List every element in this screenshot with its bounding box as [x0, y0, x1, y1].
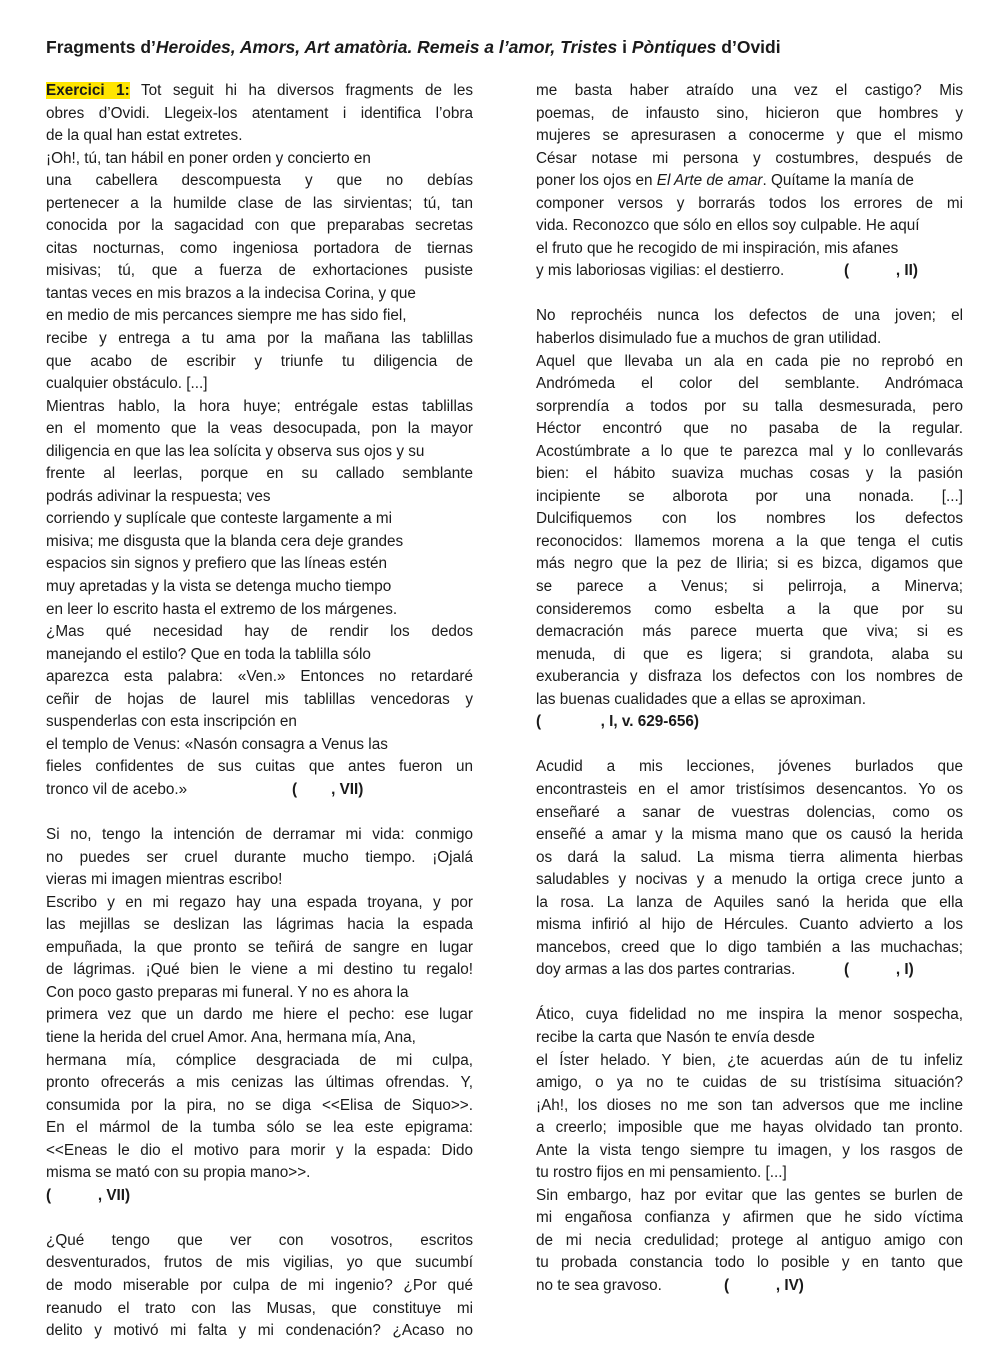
fragment-line: primera vez que un dardo me hiere el pecho: ese lugar	[46, 1006, 473, 1024]
fragment-line: misivas; tú, que a fuerza de exhortaciones pusiste	[46, 262, 473, 280]
fragment-line: empuñada, la que pronto se teñirá de sangre en lugar	[46, 938, 473, 956]
exercise-intro-line: Tot seguit hi ha diversos fragments de les	[129, 82, 473, 99]
fragment-line	[536, 170, 963, 193]
fragment-line: diligencia en que las lea solícita y observa sus ojos y su	[46, 442, 425, 460]
fragment-line: Acudid a mis lecciones, jóvenes burlados que	[536, 758, 963, 776]
right-column	[536, 80, 963, 1298]
fragment-line: en el momento que la veas desocupada, pon la mayor	[46, 420, 473, 438]
fragment-line: podrás adivinar la respuesta; ves	[46, 487, 271, 505]
fragment-line: en medio de mis percances siempre me has sido fiel,	[46, 307, 407, 325]
left-column	[46, 80, 473, 1343]
fragment-line: Héctor encontró que no pasaba de la regular.	[536, 420, 963, 438]
fragment-line: desventurados, frutos de mis vigilias, yo que sucumbí	[46, 1254, 473, 1272]
fragment-text: y mis laboriosas vigilias: el destierro.	[536, 262, 785, 280]
fragment-line: os dará la salud. La misma tierra alimenta hierbas	[536, 848, 963, 866]
fragment-line: poemas, de infausto sino, hicieron que hombres y	[536, 104, 963, 122]
fragment-line: tu probada constancia todo lo posible y en tanto que	[536, 1254, 963, 1272]
fragment-line: frente al leerlas, porque en su callado semblante	[46, 465, 473, 483]
fragment-text: doy armas a las dos partes contrarias.	[536, 961, 796, 979]
fragment-line: recibe y entrega a tu ama por la mañana las tablillas	[46, 330, 473, 348]
fragment-line: mujeres se apresurasen a conocerme y que el mismo	[536, 127, 963, 145]
fragment-3-start	[46, 1230, 473, 1343]
answer-blank-1[interactable]: ( , VII)	[292, 780, 364, 798]
fragment-line: ¿Qué tengo que ver con vosotros, escritos	[46, 1231, 473, 1249]
fragment-line: tiene la herida del cruel Amor. Ana, hermana mía, Ana,	[46, 1028, 416, 1046]
fragment-line: <<Eneas le dio el motivo para morir y la espada: Dido	[46, 1141, 473, 1159]
fragment-line-last	[46, 779, 473, 802]
fragment-line: tantas veces en mis brazos a la indecisa Corina, y que	[46, 284, 416, 302]
fragment-line: fieles confidentes de sus cuitas que antes fueron un	[46, 758, 473, 776]
exercise-heading	[46, 80, 473, 103]
title-works: Heroides, Amors, Art amatòria. Remeis a l’amor, Tristes	[155, 37, 618, 57]
fragment-line: de lágrimas. ¡Qué bien le viene a mi destino tu regalo!	[46, 961, 473, 979]
fragment-line: consumida por la pira, no se diga <<Elisa de Siquo>>.	[46, 1096, 473, 1114]
fragment-line: Acostúmbrate a lo que te parezca mal y lo conllevarás	[536, 442, 963, 460]
fragment-line: muy apretadas y la vista se detenga mucho tiempo	[46, 578, 392, 596]
fragment-line: Escribo y en mi regazo hay una espada troyana, y por	[46, 893, 473, 911]
fragment-line: tu rostro fijos en mi pensamiento. [...]	[536, 1164, 787, 1182]
fragment-line: consideremos como esbelta a la que por su	[536, 600, 963, 618]
fragment-line: las mejillas se deslizan las lágrimas hacia la espada	[46, 916, 473, 934]
fragment-line: las buenas cualidades que a ellas se aproximan.	[536, 690, 866, 708]
answer-blank-6[interactable]: ( , IV)	[724, 1276, 804, 1294]
fragment-line: ¡Oh!, tú, tan hábil en poner orden y concierto en	[46, 149, 371, 167]
fragment-3-continued	[536, 80, 963, 283]
page-title	[46, 37, 966, 58]
fragment-line: a creerlo; imposible que me hayas olvidado tan pronto.	[536, 1119, 963, 1137]
fragment-line: enseñaré a sanar de vuestras dolencias, como os	[536, 803, 963, 821]
fragment-line: corriendo y suplícale que conteste largamente a mi	[46, 510, 393, 528]
fragment-line: No reprochéis nunca los defectos de una joven; el	[536, 307, 963, 325]
fragment-line: no puedes ser cruel durante mucho tiempo. ¡Ojalá	[46, 848, 473, 866]
fragment-line: una cabellera descompuesta y que no debías	[46, 172, 473, 190]
fragment-line: recibe la carta que Nasón te envía desde	[536, 1028, 815, 1046]
fragment-line: exuberancia y disfraza los defectos con los nombres de	[536, 668, 963, 686]
fragment-line: la rosa. La lanza de Aquiles sanó la herida que ella	[536, 893, 963, 911]
fragment-text: poner los ojos en	[536, 172, 657, 190]
fragment-line: misiva; me disgusta que la blanda cera deje grandes	[46, 532, 404, 550]
fragment-line: ¡Ah!, los dioses no me son tan adversos que me incline	[536, 1096, 963, 1114]
fragment-line: César notase mi persona y costumbres, después de	[536, 149, 963, 167]
fragment-line: ¿Mas qué necesidad hay de rendir los dedos	[46, 623, 473, 641]
exercise-intro-line: obres d’Ovidi. Llegeix-los atentament i identifica l’obra	[46, 104, 473, 122]
fragment-line: Aquel que llevaba un ala en cada pie no reprobó en	[536, 352, 963, 370]
fragment-line: en leer lo escrito hasta el extremo de los márgenes.	[46, 600, 398, 618]
fragment-5	[536, 756, 963, 981]
answer-blank-4[interactable]: ( , I, v. 629-656)	[536, 713, 699, 731]
fragment-line: reanudo el trato con las Musas, que constituye mi	[46, 1299, 473, 1317]
fragment-line: mancebos, creed que lo digo también a las muchachas;	[536, 938, 963, 956]
fragment-2	[46, 824, 473, 1207]
fragment-line: En el mármol de la tumba sólo se lea este epigrama:	[46, 1119, 473, 1137]
fragment-line: el templo de Venus: «Nasón consagra a Venus las	[46, 735, 388, 753]
fragment-line: Mientras hablo, la hora huye; entrégale estas tablillas	[46, 397, 473, 415]
fragment-text: no te sea gravoso.	[536, 1276, 662, 1294]
fragment-line: bien: el hábito suaviza muchas cosas y la pasión	[536, 465, 963, 483]
fragment-line: enseñé a amar y la misma mano que os causó la herida	[536, 826, 963, 844]
fragment-line: que acabo de escribir y triunfe tu diligencia de	[46, 352, 473, 370]
title-part2: i	[617, 37, 632, 57]
fragment-1	[46, 148, 473, 802]
fragment-line: pronto ofrecerás a mis cenizas las últimas ofrendas. Y,	[46, 1074, 473, 1092]
fragment-line: el fruto que he recogido de mi inspiración, mis afanes	[536, 239, 899, 257]
fragment-6	[536, 1004, 963, 1297]
fragment-line: aparezca esta palabra: «Ven.» Entonces no retardaré	[46, 668, 473, 686]
fragment-line: menuda, di que es ligera; si grandota, alaba su	[536, 645, 963, 663]
fragment-line: demacración más parece muerta que viva; si es	[536, 623, 963, 641]
exercise-label: Exercici 1:	[46, 82, 130, 99]
fragment-line: amigo, o ya no te cuidas de su tristísima situación?	[536, 1074, 963, 1092]
fragment-line: conocida por la sagacidad con que preparabas secretas	[46, 217, 473, 235]
fragment-line: se parece a Venus; si pelirroja, a Minerva;	[536, 578, 963, 596]
fragment-line: ceñir de hojas de laurel mis tablillas vencedoras y	[46, 690, 473, 708]
answer-blank-5[interactable]: ( , I)	[844, 961, 914, 979]
title-works-2: Pòntiques	[631, 37, 717, 57]
title-part1: Fragments d’	[46, 37, 156, 57]
fragment-line: más negro que la pez de Iliria; si es bizca, digamos que	[536, 555, 963, 573]
fragment-line: incipiente se alborota por una nonada. [...]	[536, 487, 963, 505]
fragment-line-last	[536, 1275, 963, 1298]
fragment-line: pertenecer a la humilde clase de las sirvientas; tú, tan	[46, 194, 473, 212]
fragment-4	[536, 305, 963, 733]
fragment-line: delito y motivó mi falta y mi condenación? ¿Acaso no	[46, 1322, 473, 1340]
fragment-text: tronco vil de acebo.»	[46, 780, 188, 798]
fragment-line: Con poco gasto preparas mi funeral. Y no es ahora la	[46, 983, 409, 1001]
fragment-line: me basta haber atraído una vez el castigo? Mis	[536, 82, 963, 99]
exercise-intro-line: de la qual han estat extretes.	[46, 127, 243, 145]
fragment-line: mi engañosa confianza y afirmen que he sido víctima	[536, 1209, 963, 1227]
fragment-line: de modo miserable por culpa de mi ingenio? ¿Por qué	[46, 1276, 473, 1294]
fragment-line: misma infirió al hijo de Hércules. Cuanto advierto a los	[536, 916, 963, 934]
fragment-line: el Íster helado. Y bien, ¿te acuerdas aún de tu infeliz	[536, 1051, 963, 1069]
fragment-line: sorprendía a todos por su talla desmesurada, pero	[536, 397, 963, 415]
work-title-art-of-love: El Arte de amar	[656, 172, 763, 190]
fragment-line: cualquier obstáculo. [...]	[46, 375, 208, 393]
fragment-line: de mi necia credulidad; protege al antiguo amigo con	[536, 1231, 963, 1249]
fragment-line: misma se mató con su propia mano>>.	[46, 1164, 311, 1182]
fragment-line: Sin embargo, haz por evitar que las gentes se burlen de	[536, 1186, 963, 1204]
fragment-line: vieras mi imagen mientras escribo!	[46, 871, 283, 889]
answer-blank-2[interactable]: ( , VII)	[46, 1186, 131, 1204]
fragment-line: Si no, tengo la intención de derramar mi vida: conmigo	[46, 826, 473, 844]
fragment-line: reconocidos: llamemos morena a la que tenga el cutis	[536, 532, 963, 550]
fragment-line: espacios sin signos y prefiero que las líneas estén	[46, 555, 387, 573]
fragment-line: Ático, cuya fidelidad no me inspira la menor sospecha,	[536, 1006, 963, 1024]
fragment-line-last	[536, 959, 963, 982]
fragment-line: citas nocturnas, como ingeniosa portadora de tiernas	[46, 239, 473, 257]
fragment-line: vida. Reconozco que sólo en ellos soy culpable. He aquí	[536, 217, 920, 235]
fragment-line: Ante la vista tengo siempre tu imagen, y los rasgos de	[536, 1141, 963, 1159]
fragment-line: haberlos disimulado fue a muchos de gran utilidad.	[536, 330, 882, 348]
fragment-line: hermana mía, cómplice desgraciada de mi culpa,	[46, 1051, 473, 1069]
fragment-line-last	[536, 260, 963, 283]
fragment-text: . Quítame la manía de	[762, 172, 914, 190]
fragment-line: Andrómeda el color del semblante. Andrómaca	[536, 375, 963, 393]
fragment-line: Dulcifiquemos con los nombres los defectos	[536, 510, 963, 528]
title-part3: d’Ovidi	[716, 37, 781, 57]
fragment-line: encontrasteis en el amor tristísimos desencantos. Yo os	[536, 780, 963, 798]
fragment-line: suspenderlas con esta inscripción en	[46, 713, 297, 731]
fragment-line: manejando el estilo? Que en toda la tablilla sólo	[46, 645, 371, 663]
fragment-line: componer versos y borrarás todos los errores de mi	[536, 194, 963, 212]
fragment-line: saludables y nocivas y a menudo la ortiga crece junto a	[536, 871, 963, 889]
answer-blank-3[interactable]: ( , II)	[844, 262, 918, 280]
